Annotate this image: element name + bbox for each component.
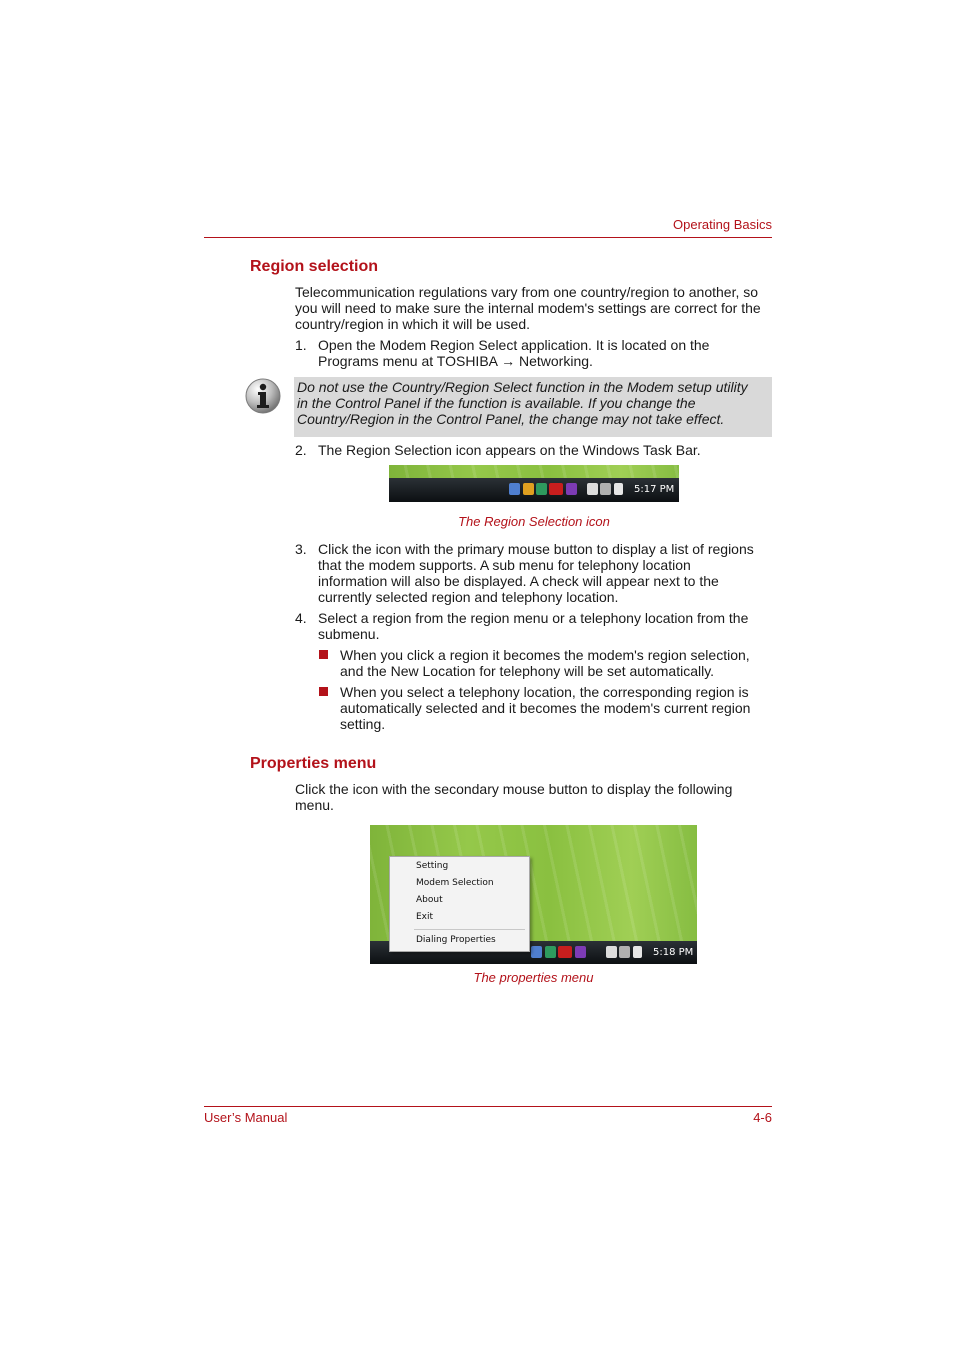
menu-separator: [414, 929, 525, 930]
note-box: [294, 377, 772, 437]
text-line: Click the icon with the secondary mouse button to display the following: [295, 781, 733, 797]
properties-intro-paragraph: [295, 781, 775, 813]
text-line: The Region Selection icon appears on the Windows Task Bar.: [318, 442, 701, 458]
page-number: 4-6: [753, 1110, 772, 1125]
volume-icon: [614, 483, 623, 495]
step-3-text: [318, 541, 778, 605]
text-line: submenu.: [318, 626, 380, 642]
context-menu: [389, 856, 530, 952]
menu-item-dialing-properties[interactable]: Dialing Properties: [416, 935, 496, 945]
properties-menu-screenshot: [370, 825, 697, 964]
text-line: menu.: [295, 797, 334, 813]
taskbar-clock: 5:18 PM: [653, 947, 694, 958]
step-number: 4.: [295, 610, 307, 626]
volume-icon: [633, 946, 642, 958]
step-1-text: [318, 337, 778, 369]
text-line: When you click a region it becomes the modem's region selection,: [340, 647, 750, 663]
network-tray-icon: [536, 483, 547, 495]
network-tray-icon: [545, 946, 556, 958]
info-icon: [245, 378, 281, 414]
tray-app-icon: [575, 946, 586, 958]
section-heading-properties-menu: Properties menu: [250, 755, 377, 772]
menu-item-about[interactable]: About: [416, 895, 443, 905]
text-line: Programs menu at TOSHIBA → Networking.: [318, 353, 593, 369]
menu-item-setting[interactable]: Setting: [416, 861, 449, 871]
step-number: 3.: [295, 541, 307, 557]
text-line: When you select a telephony location, the corresponding region is: [340, 684, 749, 700]
header-rule: [204, 237, 772, 238]
text-line: currently selected region and telephony location.: [318, 589, 619, 605]
running-header: Operating Basics: [673, 217, 772, 232]
text-line: Telecommunication regulations vary from one country/region to another, so: [295, 284, 759, 300]
text-line: Click the icon with the primary mouse button to display a list of regions: [318, 541, 754, 557]
taskbar-screenshot: [389, 465, 679, 502]
power-icon: [587, 483, 598, 495]
tray-app-icon: [566, 483, 577, 495]
figure-caption: The properties menu: [473, 970, 594, 985]
ati-icon: [558, 946, 572, 958]
menu-item-modem-selection[interactable]: Modem Selection: [416, 878, 494, 888]
menu-item-exit[interactable]: Exit: [416, 912, 434, 922]
ati-icon: [549, 483, 563, 495]
network-connection-icon: [600, 483, 611, 495]
section-heading-region-selection: Region selection: [250, 258, 379, 275]
footer-title: User’s Manual: [204, 1110, 288, 1125]
text-line: Open the Modem Region Select application. It is located on the: [318, 337, 710, 353]
step-2-text: [318, 442, 778, 458]
footer-rule: [204, 1106, 772, 1107]
text-line: information will also be displayed. A check will appear next to the: [318, 573, 719, 589]
text-line: that the modem supports. A sub menu for telephony location: [318, 557, 691, 573]
bullet-marker: [319, 650, 328, 659]
text-line: you will need to make sure the internal modem's settings are correct for the: [295, 300, 761, 316]
text-line: Country/Region in the Control Panel, the change may not take effect.: [297, 411, 725, 427]
figure-caption: The Region Selection icon: [458, 514, 610, 529]
windows-taskbar: [389, 478, 679, 502]
text-line: and the New Location for telephony will be set automatically.: [340, 663, 715, 679]
bullet-text: [340, 684, 780, 732]
region-selection-icon[interactable]: [509, 483, 520, 495]
step-4-text: [318, 610, 778, 642]
bullet-marker: [319, 687, 328, 696]
text-line: automatically selected and it becomes the modem's current region: [340, 700, 751, 716]
text-line: in the Control Panel if the function is available. If you change the: [297, 395, 696, 411]
region-intro-paragraph: [295, 284, 775, 332]
bullet-text: [340, 647, 780, 679]
shield-icon: [523, 483, 534, 495]
step-number: 1.: [295, 337, 307, 353]
text-line: Do not use the Country/Region Select function in the Modem setup utility: [297, 379, 748, 395]
taskbar-clock: 5:17 PM: [634, 484, 675, 495]
power-icon: [606, 946, 617, 958]
network-connection-icon: [619, 946, 630, 958]
text-line: setting.: [340, 716, 386, 732]
text-line: Select a region from the region menu or a telephony location from the: [318, 610, 749, 626]
text-line: country/region in which it will be used.: [295, 316, 531, 332]
step-number: 2.: [295, 442, 307, 458]
region-selection-icon[interactable]: [531, 946, 542, 958]
